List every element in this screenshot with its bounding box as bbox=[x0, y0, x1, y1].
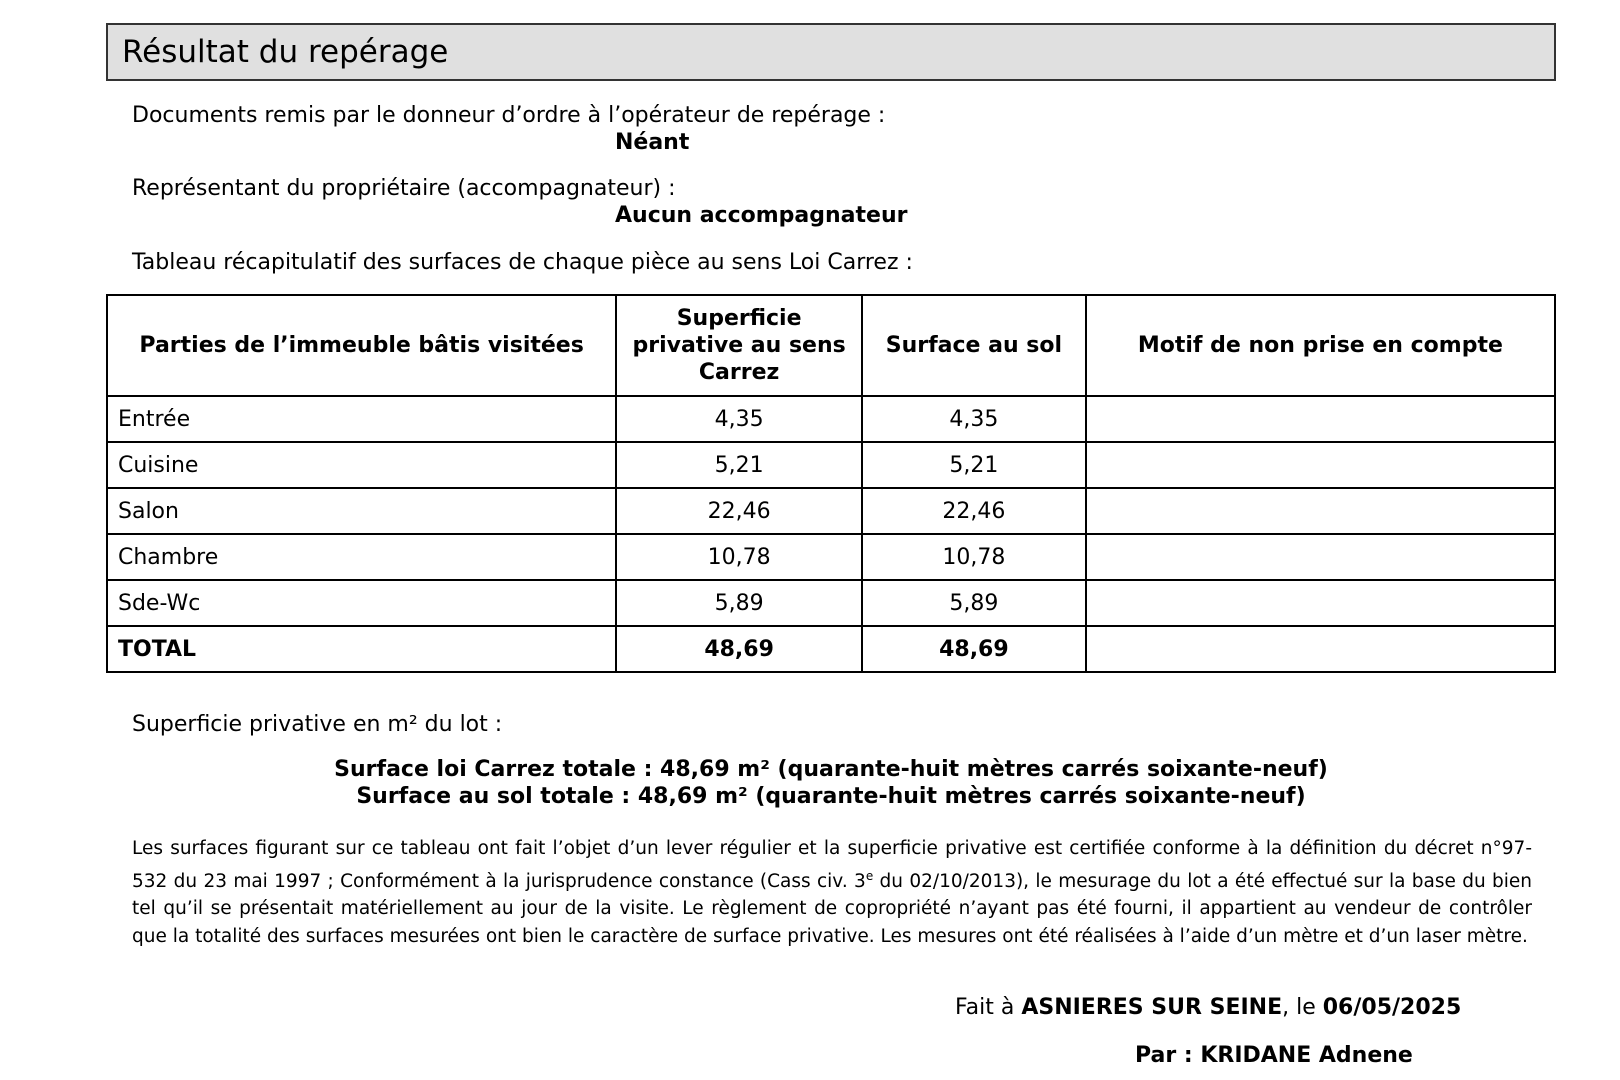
cell-reason bbox=[1086, 534, 1555, 580]
table-row bbox=[107, 442, 1555, 488]
header-carrez-line1: Superficie bbox=[676, 306, 802, 331]
header-ground: Surface au sol bbox=[862, 295, 1086, 396]
cell-ground: 10,78 bbox=[862, 534, 1086, 580]
signature-by: Par : KRIDANE Adnene bbox=[1135, 1043, 1413, 1068]
total-carrez: 48,69 bbox=[616, 626, 862, 672]
total-reason bbox=[1086, 626, 1555, 672]
cell-carrez: 5,21 bbox=[616, 442, 862, 488]
table-row bbox=[107, 534, 1555, 580]
header-reason: Motif de non prise en compte bbox=[1086, 295, 1555, 396]
signature-prefix: Fait à bbox=[955, 995, 1022, 1020]
cell-ground: 22,46 bbox=[862, 488, 1086, 534]
documents-value: Néant bbox=[615, 130, 690, 155]
representative-label: Représentant du propriétaire (accompagnateur) : bbox=[132, 176, 676, 201]
cell-carrez: 22,46 bbox=[616, 488, 862, 534]
cell-name: Chambre bbox=[107, 534, 616, 580]
signature-date: 06/05/2025 bbox=[1322, 995, 1462, 1020]
ground-total-summary: Surface au sol totale : 48,69 m² (quarante-huit mètres carrés soixante-neuf) bbox=[356, 784, 1306, 809]
header-carrez-line3: Carrez bbox=[698, 360, 780, 385]
documents-label: Documents remis par le donneur d’ordre à l’opérateur de repérage : bbox=[132, 103, 886, 128]
table-intro: Tableau récapitulatif des surfaces de chaque pièce au sens Loi Carrez : bbox=[132, 250, 913, 275]
representative-value: Aucun accompagnateur bbox=[615, 203, 908, 228]
legal-paragraph-superscript: e bbox=[865, 868, 874, 883]
legal-paragraph-part1: Les surfaces figurant sur ce tableau ont fait l’objet d’un lever régulier et la superficie privative est certifiée conforme à la définition du décret n°97-532 du 23 mai 1997 ; Conformément à la jurisprudence constance (Cass civ. 3 bbox=[132, 838, 1532, 892]
cell-ground: 5,21 bbox=[862, 442, 1086, 488]
table-row bbox=[107, 396, 1555, 442]
header-carrez bbox=[616, 295, 862, 396]
signature-middle: , le bbox=[1282, 995, 1323, 1020]
legal-paragraph-part2: du 02/10/2013), le mesurage du lot a été effectué sur la base du bien tel qu’il se présentait matériellement au jour de la visite. Le règlement de copropriété n’ayant pas été fourni, il appartient au vendeur de contrôler que la totalité des surfaces mesurées ont bien le caractère de surface privative. Les mesures ont été réalisées à l’aide d’un mètre et d’un laser mètre. bbox=[132, 870, 1532, 947]
cell-ground: 4,35 bbox=[862, 396, 1086, 442]
cell-carrez: 4,35 bbox=[616, 396, 862, 442]
cell-ground: 5,89 bbox=[862, 580, 1086, 626]
table-row bbox=[107, 488, 1555, 534]
table-header-row bbox=[107, 295, 1555, 396]
surfaces-table bbox=[106, 294, 1556, 673]
total-ground: 48,69 bbox=[862, 626, 1086, 672]
cell-reason bbox=[1086, 488, 1555, 534]
cell-name: Salon bbox=[107, 488, 616, 534]
cell-carrez: 5,89 bbox=[616, 580, 862, 626]
cell-reason bbox=[1086, 580, 1555, 626]
lot-label: Superficie privative en m² du lot : bbox=[132, 712, 503, 737]
cell-name: Sde-Wc bbox=[107, 580, 616, 626]
section-title: Résultat du repérage bbox=[106, 23, 1556, 81]
cell-name: Entrée bbox=[107, 396, 616, 442]
header-carrez-line2: privative au sens bbox=[632, 333, 846, 358]
table-row bbox=[107, 580, 1555, 626]
cell-name: Cuisine bbox=[107, 442, 616, 488]
total-label: TOTAL bbox=[107, 626, 616, 672]
table-total-row bbox=[107, 626, 1555, 672]
signature-place-date bbox=[955, 995, 1461, 1020]
carrez-total-summary: Surface loi Carrez totale : 48,69 m² (quarante-huit mètres carrés soixante-neuf) bbox=[334, 757, 1328, 782]
cell-reason bbox=[1086, 396, 1555, 442]
cell-carrez: 10,78 bbox=[616, 534, 862, 580]
signature-city: ASNIERES SUR SEINE bbox=[1021, 995, 1283, 1020]
legal-paragraph bbox=[132, 835, 1532, 950]
header-parts: Parties de l’immeuble bâtis visitées bbox=[107, 295, 616, 396]
cell-reason bbox=[1086, 442, 1555, 488]
